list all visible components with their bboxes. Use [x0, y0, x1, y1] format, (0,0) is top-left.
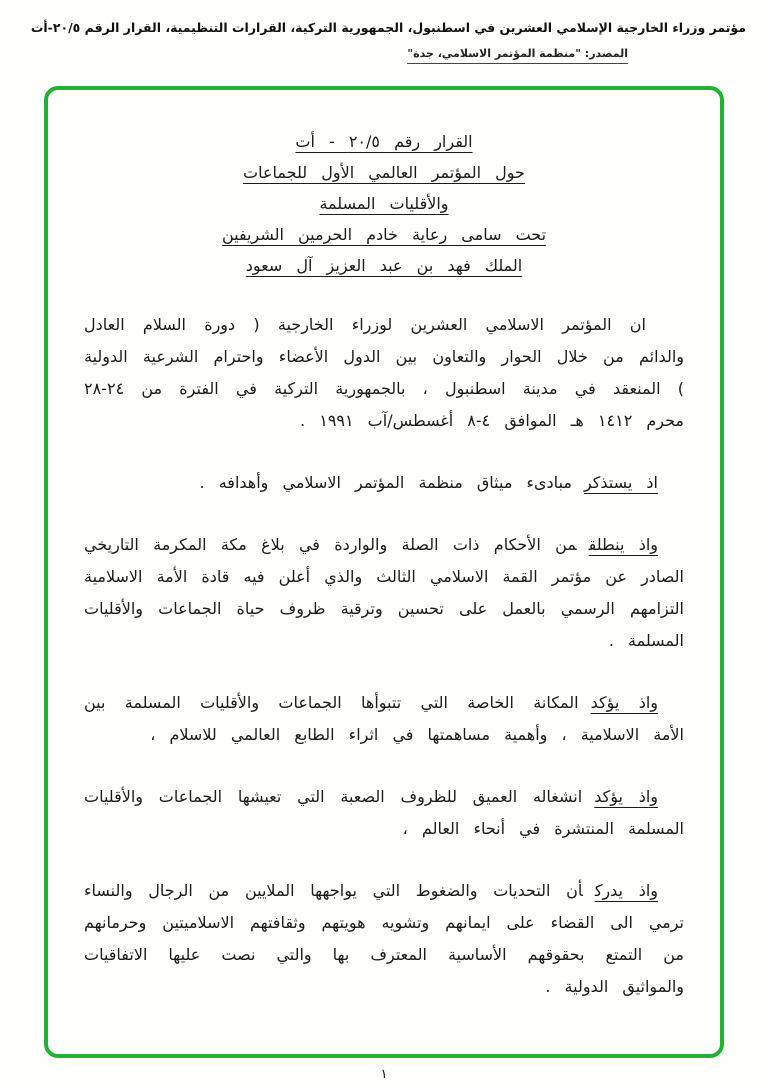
- patronage-line: تحت سامى رعاية خادم الحرمين الشريفين: [221, 225, 547, 244]
- header-title: مؤتمر وزراء الخارجية الإسلامي العشرين في اسطنبول، الجمهورية التركية، القرارات التنظيمية، القرار الرقم ٢٠/٥-أت: [30, 20, 746, 35]
- paragraph-lead: اذ يستذكر: [583, 473, 658, 492]
- paragraph-text: من الأحكام ذات الصلة والواردة في بلاغ مكة المكرمة التاريخي الصادر عن مؤتمر القمة الاسلامي الثالث والذي أعلن فيه قادة الأمة الاسلامية التزامهم الرسمي بالعمل على تحسين وترقية ظروف حياة الجماعات والأقليات المسلمة .: [84, 535, 684, 650]
- paragraph-text: المكانة الخاصة التي تتبوأها الجماعات والأقليات المسلمة بين الأمة الاسلامية ، وأهمية مساهمتها في اثراء الطابع العالمي للاسلام ،: [84, 693, 684, 744]
- paragraph-text: مبادىء ميثاق منظمة المؤتمر الاسلامي وأهدافه .: [199, 473, 572, 492]
- paragraph-aware: [84, 875, 684, 1003]
- paragraph-lead: واذ ينطلق: [588, 535, 658, 554]
- resolution-subject-line-2: والأقليات المسلمة: [319, 194, 449, 213]
- paragraph-affirming-status: [84, 687, 684, 751]
- paragraph-lead: واذ يؤكد: [590, 693, 658, 712]
- paragraph-lead: واذ يؤكد: [594, 787, 658, 806]
- paragraph-affirming-concern: [84, 781, 684, 845]
- paragraph-recalling: [84, 467, 684, 499]
- paragraph-proceeding: [84, 529, 684, 657]
- document-frame: [44, 86, 724, 1058]
- document-content: [48, 90, 720, 1054]
- document-header: [0, 0, 768, 64]
- paragraph-lead: واذ يدرك: [594, 881, 659, 900]
- header-source-row: [22, 42, 746, 64]
- header-source: المصدر: "منظمة المؤتمر الاسلامي، جدة": [407, 47, 628, 64]
- page-number: ١: [380, 1067, 388, 1082]
- paragraph-text: انشغاله العميق للظروف الصعبة التي تعيشها الجماعات والأقليات المسلمة المنتشرة في أنحاء العالم ،: [84, 787, 684, 838]
- paragraph-text: أن التحديات والضغوط التي يواجهها الملايين من الرجال والنساء ترمي الى القضاء على ايمانهم وتشويه هويتهم وثقافتهم الاسلاميتين وحرمانهم من التمتع بحقوقهم الأساسية المعترف بها والتي نصت عليها الاتفاقيات والمواثيق الدولية .: [84, 881, 684, 996]
- resolution-number-line: القرار رقم ٢٠/٥ - أت: [295, 132, 473, 151]
- paragraph-text: ان المؤتمر الاسلامي العشرين لوزراء الخارجية ( دورة السلام العادل والدائم من خلال الحوار والتعاون بين الدول الأعضاء واحترام الشرعية الدولية ) المنعقد في مدينة اسطنبول ، بالجمهورية التركية في الفترة من ٢٤-٢٨ محرم ١٤١٢ هـ الموافق ٤-٨ أغسطس/آب ١٩٩١ .: [84, 315, 684, 430]
- resolution-title-block: [84, 126, 684, 281]
- paragraph-preamble: [84, 309, 684, 437]
- king-name-line: الملك فهد بن عبد العزيز آل سعود: [245, 256, 523, 275]
- resolution-subject-line-1: حول المؤتمر العالمي الأول للجماعات: [243, 163, 525, 182]
- page-footer: [0, 1067, 768, 1082]
